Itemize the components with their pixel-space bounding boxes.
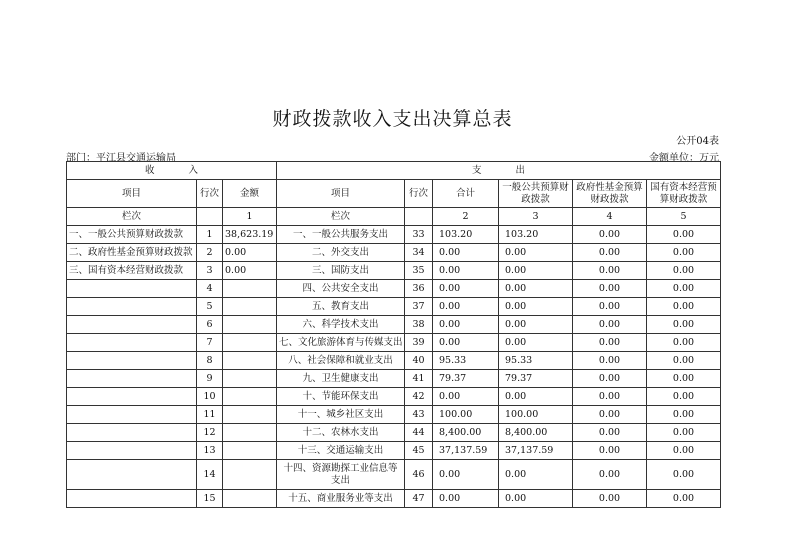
income-row-no-cell: 6 (197, 316, 223, 334)
gov-fund-cell: 0.00 (573, 460, 647, 490)
income-row-no-cell: 12 (197, 424, 223, 442)
general-budget-cell: 0.00 (499, 388, 573, 406)
expense-item-cell: 五、教育支出 (277, 298, 405, 316)
total-cell: 79.37 (433, 370, 499, 388)
gov-fund-cell: 0.00 (573, 388, 647, 406)
expense-item-cell: 十、节能环保支出 (277, 388, 405, 406)
header-total: 合计 (433, 180, 499, 208)
income-item-cell (67, 352, 197, 370)
general-budget-cell: 8,400.00 (499, 424, 573, 442)
table-row (67, 388, 721, 406)
expense-row-no-cell: 33 (405, 226, 433, 244)
expense-item-cell: 七、文化旅游体育与传媒支出 (277, 334, 405, 352)
gov-fund-cell: 0.00 (573, 262, 647, 280)
expense-item-cell: 三、国防支出 (277, 262, 405, 280)
col-num-3: 3 (499, 208, 573, 226)
expense-group-header: 支 出 (277, 162, 721, 180)
col-label-expense: 栏次 (277, 208, 405, 226)
general-budget-cell: 79.37 (499, 370, 573, 388)
gov-fund-cell: 0.00 (573, 244, 647, 262)
table-code: 公开04表 (676, 136, 719, 147)
income-row-no-cell: 2 (197, 244, 223, 262)
expense-item-cell: 九、卫生健康支出 (277, 370, 405, 388)
state-capital-cell: 0.00 (647, 244, 721, 262)
income-row-no-cell: 11 (197, 406, 223, 424)
income-item-cell (67, 316, 197, 334)
gov-fund-cell: 0.00 (573, 352, 647, 370)
income-row-no-cell: 5 (197, 298, 223, 316)
header-income-item: 项目 (67, 180, 197, 208)
income-row-no-cell: 15 (197, 490, 223, 508)
income-item-cell: 三、国有资本经营财政拨款 (67, 262, 197, 280)
gov-fund-cell: 0.00 (573, 490, 647, 508)
income-row-no-cell: 3 (197, 262, 223, 280)
income-item-cell: 一、一般公共预算财政拨款 (67, 226, 197, 244)
header-general-budget: 一般公共预算财政拨款 (499, 180, 573, 208)
col-num-2: 2 (433, 208, 499, 226)
income-row-no-cell: 8 (197, 352, 223, 370)
general-budget-cell: 0.00 (499, 316, 573, 334)
income-amount-cell (223, 388, 277, 406)
state-capital-cell: 0.00 (647, 442, 721, 460)
total-cell: 0.00 (433, 244, 499, 262)
income-item-cell (67, 388, 197, 406)
expense-item-cell: 二、外交支出 (277, 244, 405, 262)
table-row (67, 406, 721, 424)
expense-item-cell: 八、社会保障和就业支出 (277, 352, 405, 370)
table-row (67, 352, 721, 370)
total-cell: 100.00 (433, 406, 499, 424)
state-capital-cell: 0.00 (647, 334, 721, 352)
state-capital-cell: 0.00 (647, 490, 721, 508)
header-expense-row-no: 行次 (405, 180, 433, 208)
unit-label: 金额单位：万元 (649, 153, 719, 164)
general-budget-cell: 0.00 (499, 298, 573, 316)
expense-item-cell: 十三、交通运输支出 (277, 442, 405, 460)
expense-row-no-cell: 35 (405, 262, 433, 280)
state-capital-cell: 0.00 (647, 424, 721, 442)
income-row-no-cell: 1 (197, 226, 223, 244)
expense-row-no-cell: 43 (405, 406, 433, 424)
income-item-cell (67, 406, 197, 424)
income-amount-cell: 38,623.19 (223, 226, 277, 244)
total-cell: 0.00 (433, 280, 499, 298)
total-cell: 95.33 (433, 352, 499, 370)
income-amount-cell (223, 460, 277, 490)
expense-item-cell: 六、科学技术支出 (277, 316, 405, 334)
header-state-capital: 国有资本经营预算财政拨款 (647, 180, 721, 208)
income-item-cell (67, 490, 197, 508)
income-item-cell (67, 298, 197, 316)
income-amount-cell: 0.00 (223, 262, 277, 280)
expense-row-no-cell: 46 (405, 460, 433, 490)
general-budget-cell: 0.00 (499, 460, 573, 490)
expense-item-cell: 一、一般公共服务支出 (277, 226, 405, 244)
gov-fund-cell: 0.00 (573, 298, 647, 316)
header-gov-fund: 政府性基金预算财政拨款 (573, 180, 647, 208)
state-capital-cell: 0.00 (647, 370, 721, 388)
income-row-no-cell: 14 (197, 460, 223, 490)
total-cell: 0.00 (433, 388, 499, 406)
table-row (67, 262, 721, 280)
table-row (67, 280, 721, 298)
state-capital-cell: 0.00 (647, 262, 721, 280)
income-amount-cell (223, 406, 277, 424)
table-row (67, 334, 721, 352)
income-amount-cell (223, 370, 277, 388)
column-header-row (67, 180, 721, 208)
table-row (67, 316, 721, 334)
gov-fund-cell: 0.00 (573, 280, 647, 298)
department-label: 部门：平江县交通运输局 (66, 153, 176, 164)
state-capital-cell: 0.00 (647, 352, 721, 370)
col-num-4: 4 (573, 208, 647, 226)
total-cell: 0.00 (433, 490, 499, 508)
general-budget-cell: 103.20 (499, 226, 573, 244)
gov-fund-cell: 0.00 (573, 370, 647, 388)
col-label-income: 栏次 (67, 208, 197, 226)
total-cell: 0.00 (433, 262, 499, 280)
expense-item-cell: 十二、农林水支出 (277, 424, 405, 442)
income-amount-cell (223, 334, 277, 352)
income-amount-cell (223, 352, 277, 370)
income-amount-cell (223, 280, 277, 298)
general-budget-cell: 95.33 (499, 352, 573, 370)
total-cell: 37,137.59 (433, 442, 499, 460)
income-item-cell: 二、政府性基金预算财政拨款 (67, 244, 197, 262)
table-row (67, 490, 721, 508)
col-num-5: 5 (647, 208, 721, 226)
income-item-cell (67, 442, 197, 460)
total-cell: 0.00 (433, 460, 499, 490)
total-cell: 8,400.00 (433, 424, 499, 442)
income-row-no-cell: 13 (197, 442, 223, 460)
income-row-no-cell: 4 (197, 280, 223, 298)
gov-fund-cell: 0.00 (573, 442, 647, 460)
state-capital-cell: 0.00 (647, 298, 721, 316)
income-item-cell (67, 460, 197, 490)
general-budget-cell: 0.00 (499, 262, 573, 280)
expense-row-no-cell: 37 (405, 298, 433, 316)
general-budget-cell: 0.00 (499, 280, 573, 298)
expense-row-no-cell: 42 (405, 388, 433, 406)
expense-item-cell: 十四、资源勘探工业信息等支出 (277, 460, 405, 490)
state-capital-cell: 0.00 (647, 460, 721, 490)
total-cell: 0.00 (433, 298, 499, 316)
budget-table (66, 161, 721, 508)
income-amount-cell (223, 490, 277, 508)
expense-row-no-cell: 47 (405, 490, 433, 508)
income-item-cell (67, 370, 197, 388)
table-row (67, 298, 721, 316)
general-budget-cell: 100.00 (499, 406, 573, 424)
total-cell: 103.20 (433, 226, 499, 244)
income-amount-cell (223, 298, 277, 316)
income-amount-cell (223, 316, 277, 334)
header-income-row-no: 行次 (197, 180, 223, 208)
expense-row-no-cell: 38 (405, 316, 433, 334)
income-row-no-cell: 9 (197, 370, 223, 388)
column-number-row (67, 208, 721, 226)
state-capital-cell: 0.00 (647, 406, 721, 424)
general-budget-cell: 0.00 (499, 490, 573, 508)
expense-item-cell: 十一、城乡社区支出 (277, 406, 405, 424)
income-row-no-cell: 7 (197, 334, 223, 352)
income-group-header: 收 入 (67, 162, 277, 180)
general-budget-cell: 0.00 (499, 334, 573, 352)
expense-row-no-cell: 41 (405, 370, 433, 388)
table-row (67, 370, 721, 388)
group-header-row (67, 162, 721, 180)
gov-fund-cell: 0.00 (573, 226, 647, 244)
total-cell: 0.00 (433, 316, 499, 334)
table-row (67, 460, 721, 490)
table-row (67, 226, 721, 244)
general-budget-cell: 0.00 (499, 244, 573, 262)
gov-fund-cell: 0.00 (573, 316, 647, 334)
income-item-cell (67, 334, 197, 352)
expense-row-no-cell: 34 (405, 244, 433, 262)
state-capital-cell: 0.00 (647, 280, 721, 298)
state-capital-cell: 0.00 (647, 226, 721, 244)
state-capital-cell: 0.00 (647, 316, 721, 334)
gov-fund-cell: 0.00 (573, 424, 647, 442)
table-row (67, 424, 721, 442)
income-amount-cell (223, 424, 277, 442)
income-row-no-cell: 10 (197, 388, 223, 406)
state-capital-cell: 0.00 (647, 388, 721, 406)
table-row (67, 442, 721, 460)
expense-row-no-cell: 40 (405, 352, 433, 370)
expense-row-no-cell: 39 (405, 334, 433, 352)
col-num-blank (405, 208, 433, 226)
gov-fund-cell: 0.00 (573, 406, 647, 424)
page-title: 财政拨款收入支出决算总表 (272, 108, 513, 130)
expense-row-no-cell: 45 (405, 442, 433, 460)
expense-item-cell: 四、公共安全支出 (277, 280, 405, 298)
table-row (67, 244, 721, 262)
income-item-cell (67, 280, 197, 298)
income-amount-cell (223, 442, 277, 460)
col-num-blank (197, 208, 223, 226)
col-num-1: 1 (223, 208, 277, 226)
expense-row-no-cell: 36 (405, 280, 433, 298)
header-expense-item: 项目 (277, 180, 405, 208)
expense-row-no-cell: 44 (405, 424, 433, 442)
header-income-amount: 金额 (223, 180, 277, 208)
total-cell: 0.00 (433, 334, 499, 352)
income-amount-cell: 0.00 (223, 244, 277, 262)
expense-item-cell: 十五、商业服务业等支出 (277, 490, 405, 508)
gov-fund-cell: 0.00 (573, 334, 647, 352)
income-item-cell (67, 424, 197, 442)
general-budget-cell: 37,137.59 (499, 442, 573, 460)
